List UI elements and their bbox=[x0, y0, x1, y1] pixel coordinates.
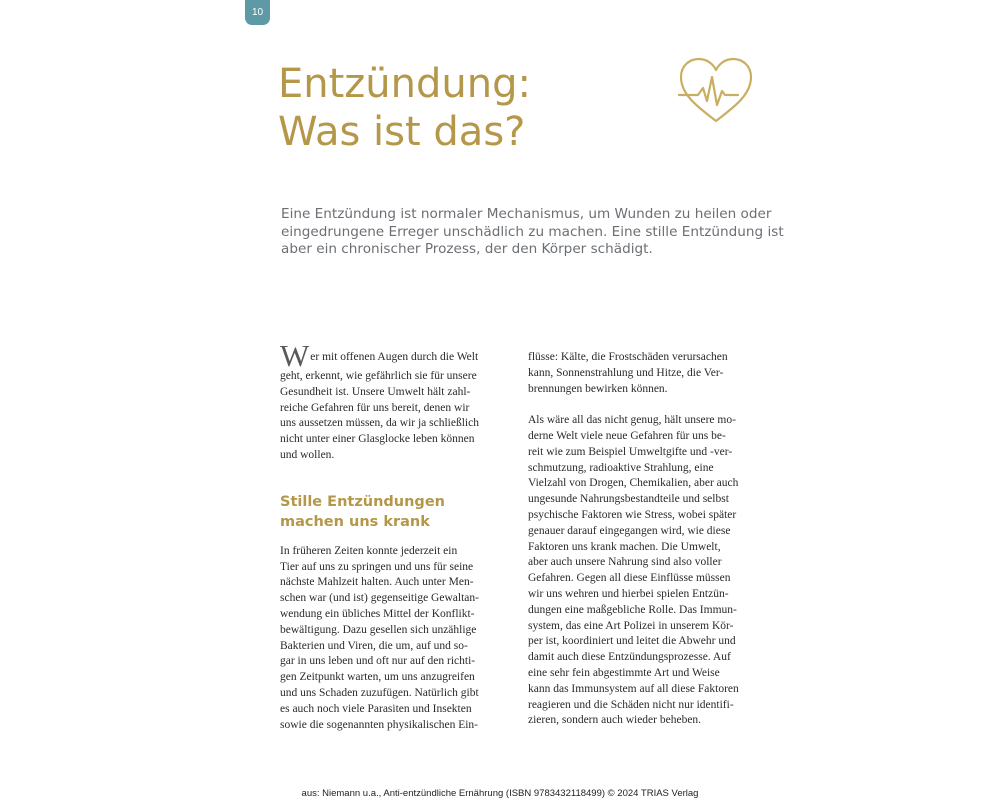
page-number-badge: 10 bbox=[245, 0, 270, 25]
title-line-2: Was ist das? bbox=[278, 109, 526, 155]
body-paragraph bbox=[280, 544, 520, 734]
body-line: reiche Gefahren für uns bereit, denen wir bbox=[280, 401, 470, 414]
body-line: genauer darauf eingegangen wird, wie diese bbox=[528, 524, 731, 537]
title-line-1: Entzündung: bbox=[278, 61, 531, 107]
body-line: sowie die sogenannten physikalischen Ein- bbox=[280, 718, 479, 731]
body-line: er mit offenen Augen durch die Welt bbox=[310, 351, 479, 363]
body-line: reit wie zum Beispiel Umweltgifte und -ver- bbox=[528, 445, 733, 458]
body-line: flüsse: Kälte, die Frostschäden verursachen bbox=[528, 351, 728, 363]
body-line: gen Zeitpunkt warten, um uns anzugreifen bbox=[280, 671, 475, 684]
body-line: per ist, koordiniert und leitet die Abwehr und bbox=[528, 635, 736, 648]
body-line: Gefahren. Gegen all diese Einflüsse müssen bbox=[528, 572, 731, 585]
body-line: bewältigung. Dazu gesellen sich unzählige bbox=[280, 623, 477, 636]
source-footer: aus: Niemann u.a., Anti-entzündliche Ernährung (ISBN 9783432118499) © 2024 TRIAS Verlag bbox=[301, 788, 699, 799]
body-line: Als wäre all das nicht genug, hält unsere mo- bbox=[528, 414, 736, 427]
body-line: Vielzahl von Drogen, Chemikalien, aber auch bbox=[528, 477, 739, 490]
body-line: kann das Immunsystem auf all diese Faktoren bbox=[528, 682, 739, 695]
body-paragraph bbox=[280, 369, 520, 464]
body-line: Faktoren uns krank machen. Die Umwelt, bbox=[528, 540, 721, 553]
subheading-line: machen uns krank bbox=[280, 513, 430, 530]
body-line: und uns Schaden zuzufügen. Natürlich gibt bbox=[280, 686, 479, 699]
paragraph-gap bbox=[528, 397, 768, 413]
body-line: wendung ein übliches Mittel der Konflikt- bbox=[280, 607, 475, 620]
intro-line: eingedrungene Erreger unschädlich zu machen. Eine stille Entzündung ist bbox=[281, 223, 784, 240]
body-line: es auch noch viele Parasiten und Insekten bbox=[280, 702, 472, 715]
right-column bbox=[528, 350, 768, 729]
body-line: schmutzung, radioaktive Strahlung, eine bbox=[528, 461, 714, 474]
body-line: zieren, sondern auch wieder beheben. bbox=[528, 714, 702, 727]
intro-line: aber ein chronischer Prozess, der den Körper schädigt. bbox=[281, 241, 653, 257]
drop-cap: W bbox=[280, 338, 310, 373]
body-line: wir uns wehren und hierbei spielen Entzün- bbox=[528, 587, 729, 600]
heart-pulse-icon bbox=[678, 57, 754, 125]
body-line: system, das eine Art Polizei in unserem Kör- bbox=[528, 619, 734, 632]
body-line: kann, Sonnenstrahlung und Hitze, die Ver- bbox=[528, 366, 724, 379]
left-column bbox=[280, 338, 520, 733]
body-line: Bakterien und Viren, die um, auf und so- bbox=[280, 639, 468, 652]
body-line: psychische Faktoren wie Stress, wobei später bbox=[528, 508, 737, 521]
body-line: derne Welt viele neue Gefahren für uns be- bbox=[528, 429, 726, 442]
intro-paragraph bbox=[281, 206, 784, 259]
body-line: uns aussetzen müssen, da wir ja schließlich bbox=[280, 417, 479, 430]
body-line: ungesunde Nahrungsbestandteile und selbst bbox=[528, 493, 729, 506]
page-title bbox=[278, 60, 531, 156]
body-line: geht, erkennt, wie gefährlich sie für unsere bbox=[280, 370, 477, 382]
body-line: eine sehr fein abgestimmte Art und Weise bbox=[528, 666, 720, 679]
body-line: dungen eine maßgebliche Rolle. Das Immun- bbox=[528, 603, 737, 616]
body-paragraph bbox=[528, 350, 768, 397]
body-paragraph bbox=[528, 413, 768, 729]
body-line: nicht unter einer Glasglocke leben können bbox=[280, 433, 475, 446]
body-line: Gesundheit ist. Unsere Umwelt hält zahl- bbox=[280, 385, 471, 398]
body-line: schen war (und ist) gegenseitige Gewaltan- bbox=[280, 592, 479, 605]
body-line: und wollen. bbox=[280, 448, 335, 461]
body-line: aber auch unsere Nahrung sind also voller bbox=[528, 556, 722, 569]
body-line: nächste Mahlzeit halten. Auch unter Men- bbox=[280, 576, 474, 589]
body-line: In früheren Zeiten konnte jederzeit ein bbox=[280, 544, 458, 557]
body-line: Tier auf uns zu springen und uns für seine bbox=[280, 560, 474, 573]
body-line: brennungen bewirken können. bbox=[528, 382, 668, 395]
intro-line: Eine Entzündung ist normaler Mechanismus, um Wunden zu heilen oder bbox=[281, 206, 772, 222]
body-line: reagieren und die Schäden nicht nur identifi- bbox=[528, 698, 734, 711]
section-subheading bbox=[280, 492, 520, 532]
first-paragraph-start bbox=[280, 338, 520, 373]
body-line: gar in uns leben und oft nur auf den richti- bbox=[280, 655, 476, 668]
subheading-line: Stille Entzündungen bbox=[280, 493, 445, 510]
body-line: damit auch diese Entzündungsprozesse. Auf bbox=[528, 651, 731, 664]
